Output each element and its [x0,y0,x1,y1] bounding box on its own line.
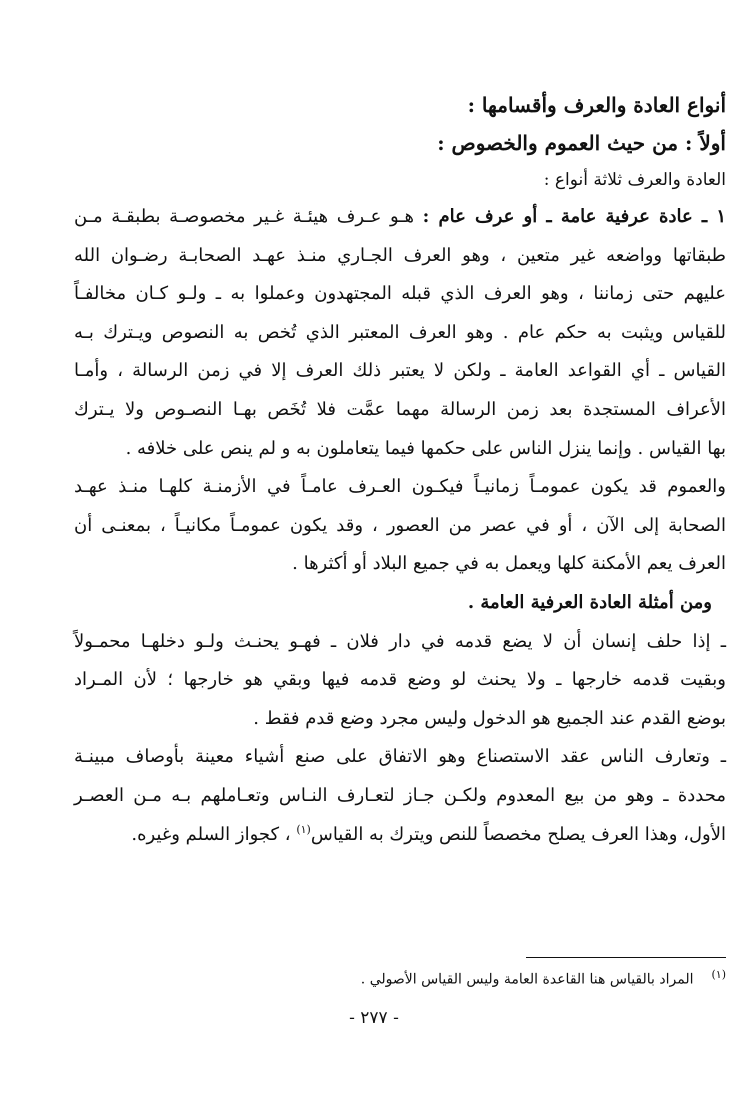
example-2-line: ـ وتعارف الناس عقد الاستصناع وهو الاتفاق على صنع أشياء معينة بأوصاف مبينـة [74,746,726,768]
example-2-last-line [74,816,726,855]
footnote [361,968,726,988]
intro-text: العادة والعرف ثلاثة أنواع : [543,170,726,190]
paragraph-line: الصحابة إلى الآن ، أو في عصر من العصور ، وقد يكون عمومـاً مكانيـاً ، بمعنـى أن [74,514,726,536]
footnote-marker: (١) [711,968,726,981]
paragraph-line: الأعراف المستجدة بعد زمن الرسالة مهما عمَّت فلا تُخَص بهـا النصـوص ولا يـترك [74,398,726,420]
footnote-divider [526,957,726,958]
subsection-heading: أولاً : من حيث العموم والخصوص : [437,131,726,155]
page-body [74,86,726,854]
example-1-line: وبقيت قدمه خارجها ـ ولا يحنث لو وضع قدمه فيها وبقي هو خارجها ؛ لأن المـراد [74,669,726,691]
example-2-text: الأول، وهذا العرف يصلح مخصصاً للنص ويترك به القياس [310,823,726,845]
page-number: - ٢٧٧ - [349,1008,399,1028]
paragraph-line: عليهم حتى زماننا ، وهو العرف الذي قبله المجتهدون وعملوا به ـ ولـو كـان مخالفـاً [74,283,726,305]
example-1-line: ـ إذا حلف إنسان أن لا يضع قدمه في دار فلان ـ فهـو يحنـث ولـو دخلهـا محمـولاً [74,630,726,652]
section-heading: أنواع العادة والعرف وأقسامها : [467,93,726,117]
paragraph-line: والعموم قد يكون عمومـاً زمانيـاً فيكـون العـرف عامـاً في الأزمنـة كلهـا منـذ عهـد [74,476,726,498]
footnote-text: المراد بالقياس هنا القاعدة العامة وليس القياس الأصولي . [360,971,694,988]
footnote-reference[interactable]: (١) [296,822,311,836]
example-2-text-end: ، كجواز السلم وغيره. [131,823,297,845]
paragraph-line: القياس ـ أي القواعد العامة ـ ولكن لا يعتبر ذلك العرف إلا في زمن الرسالة ، وأمـا [74,360,726,382]
paragraph-line: بها القياس . وإنما ينزل الناس على حكمها فيما يتعاملون به و لم ينص على خلافه . [125,437,726,459]
paragraph-line: للقياس ويثبت به حكم عام . وهو العرف المعتبر الذي تُخص به النصوص ويـترك بـه [74,321,726,343]
example-2-line: محددة ـ وهو من بيع المعدوم ولكـن جـاز لتعـارف النـاس وتعـاملهم بـه مـن العصـر [74,784,726,806]
paragraph-line: العرف يعم الأمكنة كلها ويعمل به في جميع البلاد أو أكثرها . [292,553,726,575]
example-1-line: بوضع القدم عند الجميع هو الدخول وليس مجرد وضع قدم فقط . [253,707,726,729]
item-1-title: ١ ـ عادة عرفية عامة ـ أو عرف عام : [422,206,727,227]
item-1-first-line [74,198,726,237]
item-1-text: هـو عـرف هيئـة غـير مخصوصـة بطبقـة مـن [74,206,423,227]
paragraph-line: طبقاتها وواضعه غير متعين ، وهو العرف الجـاري منـذ عهـد الصحابـة رضـوان الله [74,244,726,266]
examples-heading: ومن أمثلة العادة العرفية العامة . [467,591,712,613]
